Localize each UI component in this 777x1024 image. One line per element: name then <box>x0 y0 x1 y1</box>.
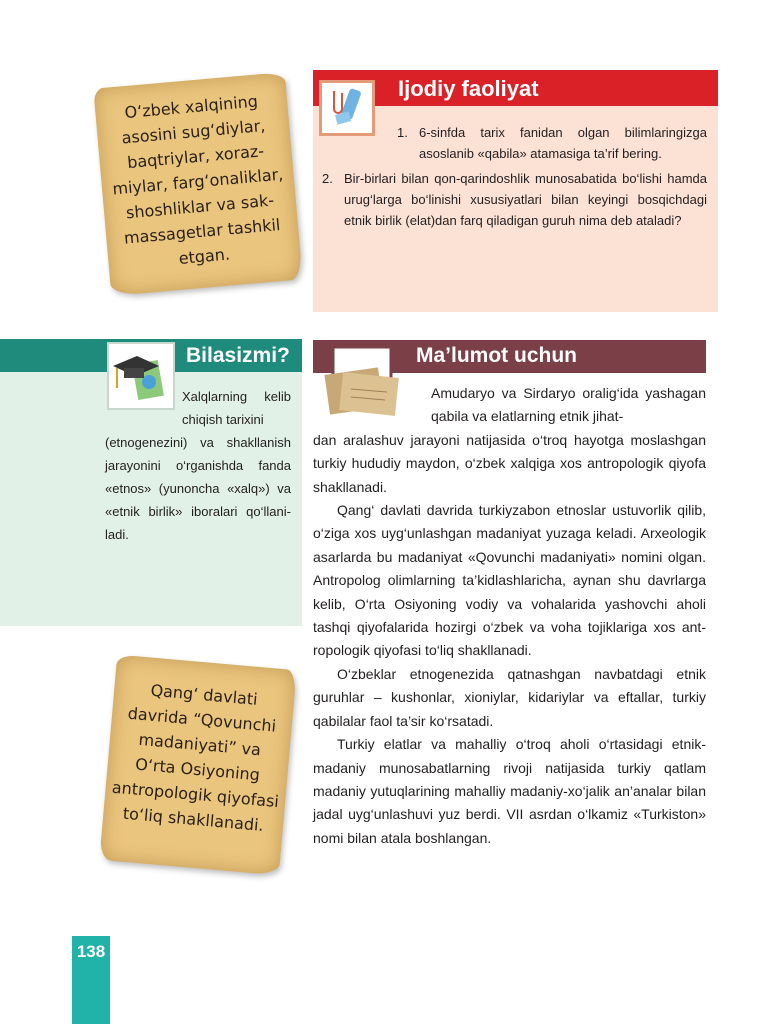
parchment-note-top <box>93 72 302 296</box>
bilasizmi-text: Xalqlarning kelib chiqish tarixini (etnogenezini) va shakllanish jarayonini o‘rganishda fanda «etnos» (yunoncha «xalq») va «etnik birlik» iboralari qo‘llaniladi. <box>105 389 291 542</box>
question-2 <box>322 168 707 231</box>
ijodiy-faoliyat-box <box>313 70 718 312</box>
page-number: 138 <box>76 942 106 961</box>
ijodiy-faoliyat-title: Ijodiy faoliyat <box>398 76 539 101</box>
bilasizmi-title: Bilasizmi? <box>186 344 290 367</box>
question-1-text: 6-sinfda tarix fanidan olgan bilimlaringizga asoslanib «qabila» atamasiga ta’rif bering. <box>419 125 707 161</box>
question-1 <box>397 122 707 164</box>
malumot-uchun-text <box>313 382 706 850</box>
bilasizmi-box <box>0 339 302 626</box>
paragraph-2: Qang‘ davlati davrida turkiyzabon etnoslar ustuvorlik qilib, o‘ziga xos uyg‘unlashgan madaniyat yuzaga keladi. Arxeologik asarlarda bu madaniyat «Qovunchi madaniyati» nomini olgan. Antropolog olimlarning ta’kidlashlaricha, aynan shu davrlarga kelib, O‘rta Osiyoning vodiy va vohalarida yashovchi aholi tashqi qiyofalarida hozirgi o‘zbek va voha tojiklariga xos antropologik qiyofasi to‘liq shakllanadi. <box>313 502 706 659</box>
question-2-number: 2. <box>322 171 333 186</box>
paperclip-icon <box>319 80 375 136</box>
paragraph-4: Turkiy elatlar va mahalliy o‘troq aholi o‘rtasidagi etnik-madaniy munosabatlarning rivoji natijasida turkiy qatlam madaniy yutuqlarining mahalliy madaniy-xo‘jalik an’analar bilan jadal uyg‘unlashuvi yuz berdi. VII asrdan o‘lkamiz «Turkiston» nomi bilan atala boshlangan. <box>313 736 706 846</box>
malumot-uchun-title: Ma’lumot uchun <box>416 344 577 367</box>
question-1-number: 1. <box>397 125 408 140</box>
parchment-note-bottom-text: Qang‘ davlati davrida “Qovunchi madaniyati” va O‘rta Osiyoning antropologik qiyofasi to‘liq shakllanadi. <box>111 680 280 835</box>
paragraph-1: Amudaryo va Sirdaryo oralig‘ida yashagan qabila va elatlarning etnik jihat- dan aralashuv jarayoni natijasida o‘troq hayotga moslashgan turkiy hududiy maydon, o‘zbek xalqiga xos antropologik qiyofa shakllanadi. <box>313 385 706 495</box>
paragraph-3: O‘zbeklar etnogenezida qatnashgan navbatdagi etnik guruhlar – kushonlar, xioniylar, kidariylar va eftallar, turkiy qabilalar faol ta’sir ko‘rsatadi. <box>313 665 706 729</box>
page-number-tab <box>72 936 110 1024</box>
question-2-text: Bir-birlari bilan qon-qarindoshlik munosabatida bo‘lishi hamda urug‘larga bo‘linishi xususiyatlari bilan keyingi bosqichdagi etnik birlik (elat)dan farq qiladigan guruh nima deb ataladi? <box>344 171 707 228</box>
parchment-note-top-text: O‘zbek xalqining asosini sug‘diylar, baqtriylar, xoraz- miylar, farg‘onaliklar, shoshliklar va sak- massagetlar tashkil etgan. <box>111 91 284 268</box>
parchment-note-bottom <box>99 655 296 876</box>
